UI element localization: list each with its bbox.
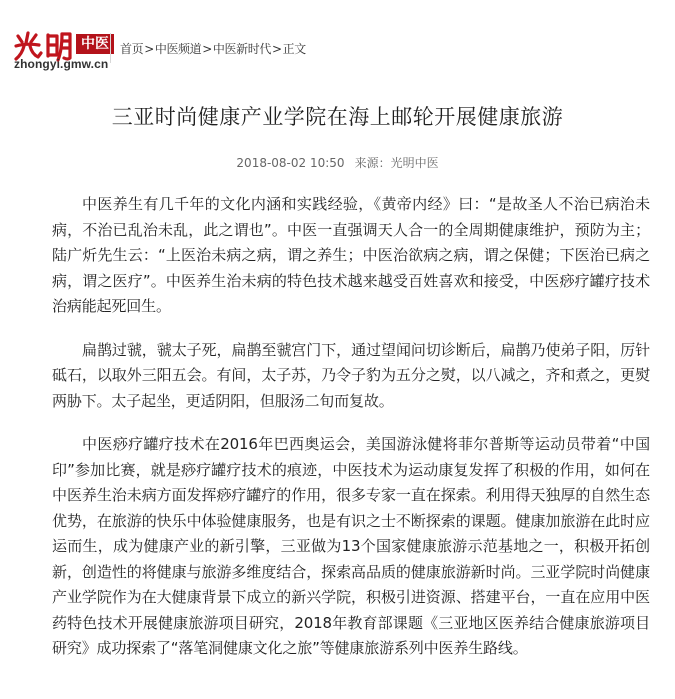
logo-domain: zhongyi.gmw.cn: [14, 57, 109, 71]
breadcrumb-current: 正文: [282, 42, 306, 56]
site-header: [0, 0, 675, 80]
breadcrumb-section[interactable]: 中医新时代: [212, 42, 271, 56]
article-paragraph: 中医痧疗罐疗技术在2016年巴西奥运会，美国游泳健将菲尔普斯等运动员带着“中国印”参加比赛，就是痧疗罐疗技术的痕迹，中医技术为运动康复发挥了积极的作用，如何在中医养生治未病方面发挥痧疗罐疗的作用，很多专家一直在探索。利用得天独厚的自然生态优势，在旅游的快乐中体验健康服务，也是有识之士不断探索的课题。健康加旅游在此时应运而生，成为健康产业的新引擎，三亚做为13个国家健康旅游示范基地之一，积极开拓创新，创造性的将健康与旅游多维度结合，探索高品质的健康旅游新时尚。三亚学院时尚健康产业学院作为在大健康背景下成立的新兴学院，积极引进资源、搭建平台，一直在应用中医药特色技术开展健康旅游项目研究，2018年教育部课题《三亚地区医养结合健康旅游项目研究》成功探索了“落笔洞健康文化之旅”等健康旅游系列中医养生路线。: [52, 435, 650, 657]
breadcrumb-separator: >: [202, 42, 212, 56]
breadcrumb: [120, 40, 306, 57]
header-divider: [110, 33, 111, 63]
article-title: 三亚时尚健康产业学院在海上邮轮开展健康旅游: [111, 105, 564, 129]
article-paragraph: 扁鹊过虢，虢太子死，扁鹊至虢宫门下，通过望闻问切诊断后，扁鹊乃使弟子阳，厉针砥石，以取外三阳五会。有间，太子苏，乃令子豹为五分之熨，以八减之，齐和煮之，更熨两胁下。太子起坐，更适阴阳，但服汤二旬而复故。: [52, 340, 650, 410]
breadcrumb-channel[interactable]: 中医频道: [154, 42, 202, 56]
site-logo[interactable]: [12, 30, 112, 74]
article-source: 来源：光明中医: [354, 156, 439, 170]
logo-badge: 中医: [76, 34, 114, 54]
article-date: 2018-08-02 10:50: [236, 156, 345, 170]
article-body: [52, 192, 650, 680]
breadcrumb-home[interactable]: 首页: [120, 42, 144, 56]
article-paragraph: 中医养生有几千年的文化内涵和实践经验，《黄帝内经》曰：“是故圣人不治已病治未病，不治已乱治未乱，此之谓也”。中医一直强调天人合一的全周期健康维护，预防为主；陆广炘先生云：“上医治未病之病，谓之养生；中医治欲病之病，谓之保健；下医治已病之病，谓之医疗”。中医养生治未病的特色技术越来越受百姓喜欢和接受，中医痧疗罐疗技术治病能起死回生。: [52, 195, 650, 315]
breadcrumb-separator: >: [144, 42, 154, 56]
breadcrumb-separator: >: [271, 42, 282, 56]
article-meta: [0, 154, 675, 171]
